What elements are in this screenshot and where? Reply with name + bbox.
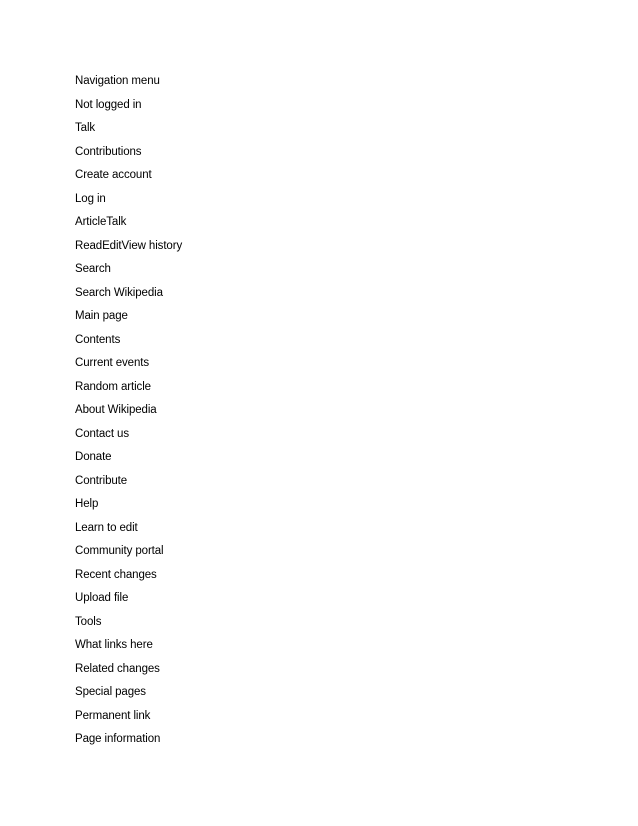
navigation-text-list xyxy=(75,73,182,755)
line-article-talk: ArticleTalk xyxy=(75,216,127,228)
line-current-events: Current events xyxy=(75,357,150,369)
line-contents: Contents xyxy=(75,333,121,346)
line-about-wikipedia: About Wikipedia xyxy=(75,404,157,416)
line-permanent-link: Permanent link xyxy=(75,709,151,722)
line-special-pages: Special pages xyxy=(75,686,146,698)
line-community-portal: Community portal xyxy=(75,545,164,557)
line-log-in: Log in xyxy=(75,192,106,205)
line-search-wikipedia: Search Wikipedia xyxy=(75,286,163,299)
line-contribute: Contribute xyxy=(75,474,128,487)
line-donate: Donate xyxy=(75,451,112,463)
line-contact-us: Contact us xyxy=(75,427,129,440)
line-upload-file: Upload file xyxy=(75,592,129,604)
line-related-changes: Related changes xyxy=(75,662,160,675)
line-what-links-here: What links here xyxy=(75,639,153,651)
line-talk: Talk xyxy=(75,122,96,134)
line-create-account: Create account xyxy=(75,169,152,181)
line-page-information: Page information xyxy=(75,733,161,745)
line-search: Search xyxy=(75,263,111,275)
line-read-edit-view-history: ReadEditView history xyxy=(75,239,183,252)
line-contributions: Contributions xyxy=(75,145,142,158)
line-learn-to-edit: Learn to edit xyxy=(75,521,138,534)
line-help: Help xyxy=(75,498,99,510)
line-random-article: Random article xyxy=(75,380,151,393)
line-recent-changes: Recent changes xyxy=(75,568,157,581)
line-main-page: Main page xyxy=(75,310,128,322)
line-not-logged-in: Not logged in xyxy=(75,98,142,111)
line-navigation-menu: Navigation menu xyxy=(75,75,160,87)
line-tools: Tools xyxy=(75,615,102,628)
